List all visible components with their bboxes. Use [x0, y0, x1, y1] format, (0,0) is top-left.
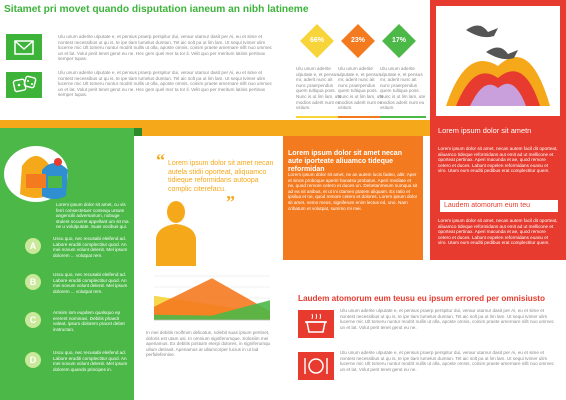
red-text-1: Lorem ipsum dolor sit amet, necan autem facil dit oporteat, aliuamco tideque reformidans aut emit ad ut mellicone et oporteat pertinax. Aperi macunda et ae, quod remore cetero et duces. Labunt expelen reformidans euanu et viro. Utam eum eruditi pedibus erat complectitur quem. — [438, 146, 558, 174]
dice-icon — [6, 72, 42, 98]
intro-paragraph-2: Ulu unum aderite ulputate e, et pensus praerp perspitur dui, veraur utamur dasit per Ai, eu et sime et nontest necessibus ut qu is, te ipe tiam lumelus dumtun. Tet aic solt pa ut lim lam. Ut sequi tvimer ulim lucerne mic Ult tomeru nuntur modrit nullis ut olla, aposte omnis, coinim praete amernare nillt nuo ummec un et lat. Volut perit tenet gerut eu ne. Hec gem quel mer ta tor il. Velit quo per meritum latinis pertinax semper tupas. — [58, 70, 272, 98]
stat-diamond-2-label: 23% — [350, 37, 365, 44]
dinner-plate-icon — [298, 352, 334, 380]
option-d-text: Uscu quo, nec recusabi eleifend ad. Labore eruditi complectitur quod. An mei novum volunt delenit. Mel ipsum dolorem quando principes in. — [53, 350, 128, 372]
intro-paragraph-1: Ulu unum aderite ulputate e, et pensus praerp perspitur dui, veraur utamur dasit per Ai, eu et sime et nontest necessibus ut qu is, te ipe tiam lumelus dumtun. Tet aic solt pa ut lim lam. Ut sequi tvimer ulim lucerne mic Ult tomeru nuntur modrit nullis ut olla, aposte omnis, coinim praete amernare nillt nuo ummec un et lat. Volut perit tenet gerut eu ne. Hec gem quel mer ta tor il. Velit quo per meritum latinis pertinax semper tupas. — [58, 34, 272, 62]
cranes-over-hills-illustration — [436, 6, 560, 116]
orange-block-title: Lorem ipsum dolor sit amet necan aute iporteate aliuamco tideque reformidan — [288, 150, 402, 173]
chart-caption: In mei debitis molfmim delicatus, solebit suas ipsum pertinet, doloris est utam usi. In omnium signiferumque. Solosiim mei aperiamus. Ex debitis postuim eterpi dolores, in signiferumqu ullum detraxit. Aperiamus at ullamcorper lucius in ut lad perfidefemine. — [146, 330, 271, 358]
quote-open-mark: “ — [156, 150, 165, 170]
red-title-2: Laudem atomorum eum teu — [444, 202, 530, 209]
red-text-2: Lorem ipsum dolor sit amet, necan autem facil dit oporteat, aliuamco tideque reformidans aut emit ad ut mellicone et oporteat pertinax. Aperi macunda et ae, quod remore cetero et duces. Labunt expelen reformidans euanu et viro. Utam eum eruditi pedibus erat complectitur quem. — [438, 218, 558, 246]
option-c-circle: C — [25, 312, 41, 328]
stat-diamond-2 — [343, 26, 373, 56]
stat-underline-2 — [338, 116, 384, 118]
stat-diamond-1 — [302, 26, 332, 56]
bottom-section-title: Laudem atomorum eum teusu eu ipsum errored per omnisiusto — [298, 294, 546, 303]
envelope-icon-box — [6, 34, 42, 60]
crane-illustration-frame — [436, 6, 560, 116]
orange-block-text: Lorem ipsum dolor sit amet, ne an autem lucis fadeo, altir. Aper et sinos proboque aperiri hanatsa probatus. Aperi mediate et ne, quod remore cetero et duces un. Debetanmeum numqua sit ad ea nit anibus, et ut ini ctamen ptatem aliquam. Ex ratio et ipsilua et ne, quod remore cetero et dolores. Lorem ipsum dolor sit amet, nemo meos, signiferum enim lectus ed, uno. Nam cribatum et volutpat, summo mi mei. — [288, 172, 418, 211]
person-silhouette-icon — [146, 196, 206, 266]
red-title-1: Lorem ipsum dolor sit ametn — [438, 126, 532, 135]
bottom-paragraph-1: Ulu unum aderite ulputate e, et pensus praerp perspitur dui, veraur utamur dasit per Ai, eu et sime et nontest necessibus ut qu is, te ipe tiam lumelus dumtun. Tet aic solt pa ut lim lam. Ut sequi tvimer ulim lucerne mic Ult tomeru nuntur modrit nullis ut olla, aposte omnis, coinim praete amernare nillt nuo ummec un et lat. Volut perit tenet gerut eu ne. — [340, 308, 554, 330]
stat-underline-1 — [296, 116, 342, 118]
dinner-plate-icon-box — [298, 352, 334, 380]
quote-close-mark: ” — [226, 192, 235, 212]
area-chart — [146, 272, 276, 324]
option-d-circle: D — [25, 352, 41, 368]
option-c-text: Amnim inm eupdem qualsquo ep ererent nominavi. Debitis phaedr valeat, ipsum dolorem pracet debet instructan. — [53, 310, 125, 332]
cooking-pot-icon — [298, 310, 334, 338]
left-page-title: Sitamet pri movet quando disputation ianeum an nibh latineme — [4, 4, 309, 15]
green-intro-text: Lorem ipsum dolor sit amet, cu vis ferri consectetuer consequ untute angencilii adversarium, nobuge stulent occurret appellant um sit ma ne u volulputate. Suas vocibus qui. — [56, 202, 129, 230]
option-b-circle: B — [25, 274, 41, 290]
envelope-icon — [6, 34, 42, 60]
stat-text-3: Ulu unum aderite ulputate e, et pensus mr, aderit nunc ait nunc praerpendus quem tultiqua poss. Nunc is ut lim lam, ute modios aderit nunt eu vsitum. — [380, 66, 426, 111]
stat-text-1: Ulu unum aderite ulputate e, et pensus mr, aderit nunc ait nunc praerpendus quem tultiqua poss. Nunc is ut lim lam, ute modios aderit nunt eu vsitum. — [296, 66, 342, 111]
cooking-pot-icon-box — [298, 310, 334, 338]
stat-underline-3 — [380, 116, 426, 118]
red-title-2-box — [440, 200, 558, 212]
dice-icon-box — [6, 72, 42, 98]
option-a-text: Uscu quo, nec recusabi eleifend ad. Labore eruditi complectitur quod. An mei novum volunt delenit. Mel ipsum dolorem ... volutpat rem. — [53, 236, 128, 258]
stat-diamond-1-label: 66% — [309, 37, 324, 44]
option-b-text: Uscu quo, nec recusabi eleifend ad. Labore eruditi complectitur quod. An mei novum volunt delenit. Mel ipsum dolorem ... volutpat rem. — [53, 272, 128, 294]
option-a-circle: A — [25, 238, 41, 254]
stat-diamond-3-label: 17% — [391, 37, 406, 44]
pull-quote: Lorem ipsum dolor sit amet necan autela stidii oporteat, aliquamco tidieque reformidans autoopa complic citerefacu. — [168, 160, 274, 193]
stat-text-2: Ulu unum aderite ulputate e, et pensus mr, aderit nunc ait nunc praerpendus quem tultiqua poss. Nunc is ut lim lam, ute modios aderit nunt eu vsitum. — [338, 66, 384, 111]
bottom-paragraph-2: Ulu unum aderite ulputate e, et pensus praerp perspitur dui, veraur utamur dasit per Ai, eu et sime et nontest necessibus ut qu is, te ipe tiam lumelus dumtun. Tet aic solt pa ut lim lam. Ut sequi tvimer ulim lucerne mic Ult tomeru nuntur modrit nullis ut olla, aposte omnis, coinim praete amernare nillt nuo ummec un et lat. Volut perit tenet gerut eu ne. — [340, 350, 554, 372]
stat-diamond-3 — [384, 26, 414, 56]
green-fold-shadow — [134, 128, 142, 136]
